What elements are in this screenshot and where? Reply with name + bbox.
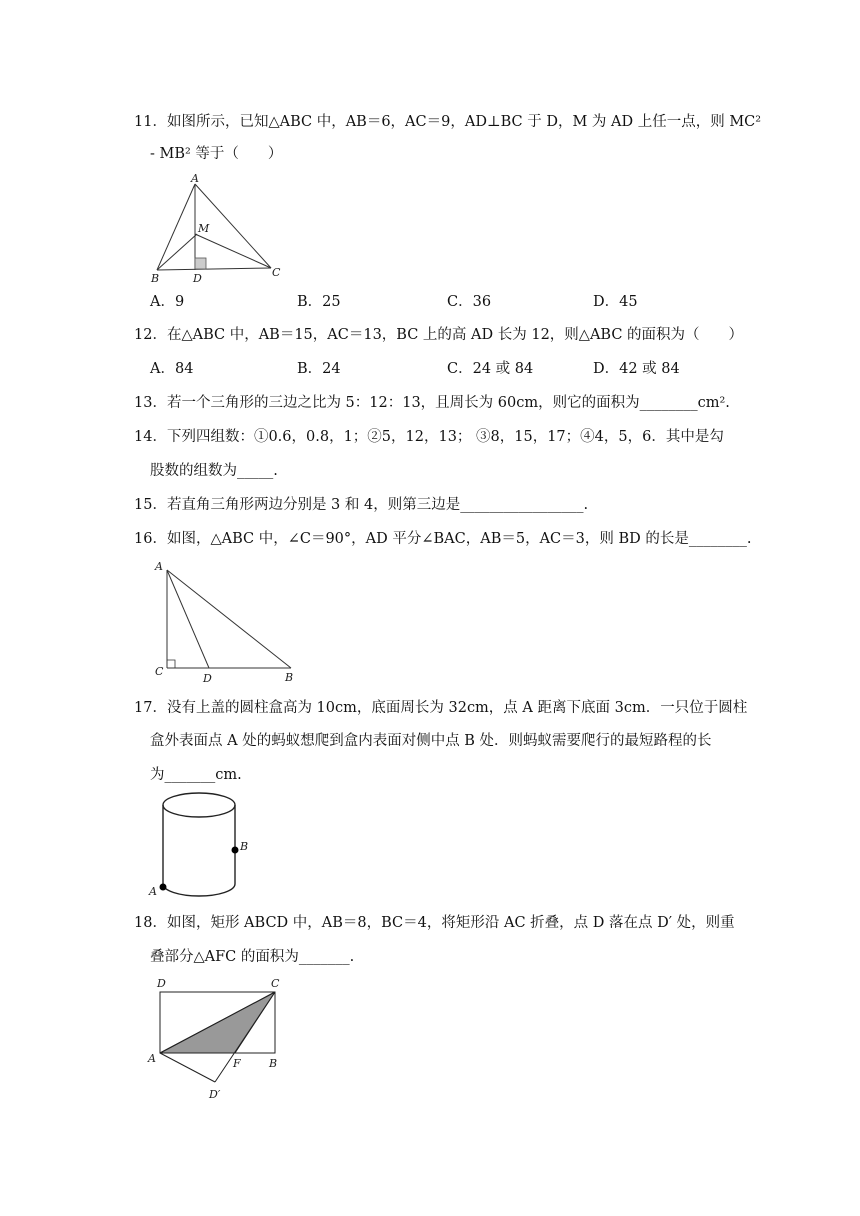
q15-line1: 15．若直角三角形两边分别是 3 和 4，则第三边是_________________. (134, 497, 589, 513)
q11-right-angle-mark (195, 258, 206, 269)
q17-label-a: A (149, 885, 157, 898)
q16-label-a: A (155, 560, 163, 573)
q11-option-a: A．9 (150, 294, 185, 310)
q18-label-c: C (271, 977, 280, 990)
q13-line1: 13．若一个三角形的三边之比为 5：12：13，且周长为 60cm，则它的面积为________cm². (134, 395, 730, 411)
q14-line2: 股数的组数为_____. (150, 463, 278, 479)
q18-segment-ad-prime (160, 1053, 215, 1082)
q17-point-a (160, 884, 167, 891)
q12-option-d: D．42 或 84 (593, 361, 680, 377)
q16-bisector-ad (167, 570, 209, 668)
q11-label-b: B (151, 272, 160, 284)
q17-label-b: B (240, 840, 249, 853)
q16-label-c: C (155, 665, 164, 678)
q12-option-b: B．24 (297, 361, 341, 377)
q16-right-triangle-figure (145, 558, 305, 686)
q16-side-ab (167, 570, 291, 668)
q17-line3: 为_______cm. (150, 767, 242, 783)
q11-option-b: B．25 (297, 294, 341, 310)
q17-cylinder-bottom (163, 884, 235, 896)
q17-point-b (232, 847, 239, 854)
q12-option-a: A．84 (150, 361, 194, 377)
q11-label-a: A (191, 172, 199, 185)
q18-label-f: F (233, 1057, 241, 1070)
q16-right-angle-mark (167, 660, 175, 668)
q18-line2: 叠部分△AFC 的面积为_______. (150, 949, 355, 965)
q18-label-b: B (269, 1057, 278, 1070)
q16-line1: 16．如图，△ABC 中，∠C＝90°，AD 平分∠BAC，AB＝5，AC＝3，则 BD 的长是________. (134, 531, 752, 547)
q11-line1: 11．如图所示，已知△ABC 中，AB＝6，AC＝9，AD⊥BC 于 D，M 为 AD 上任一点，则 MC² (134, 114, 762, 130)
q11-segment-mb (157, 234, 197, 270)
q17-line1: 17．没有上盖的圆柱盒高为 10cm，底面周长为 32cm，点 A 距离下底面 3cm．一只位于圆柱 (134, 700, 748, 716)
q11-triangle-figure (145, 172, 285, 284)
q12-option-c: C．24 或 84 (447, 361, 534, 377)
q11-side-ab (157, 184, 195, 270)
q18-line1: 18．如图，矩形 ABCD 中，AB＝8，BC＝4，将矩形沿 AC 折叠，点 D 落在点 D′ 处，则重 (134, 915, 735, 931)
q11-option-c: C．36 (447, 294, 492, 310)
q18-label-d-prime: D′ (209, 1088, 221, 1101)
q11-label-m: M (198, 222, 210, 235)
q11-line2: - MB² 等于（ ） (150, 146, 283, 162)
q12-line1: 12．在△ABC 中，AB＝15，AC＝13，BC 上的高 AD 长为 12，则△ABC 的面积为（ ） (134, 327, 744, 343)
q11-side-bc (157, 268, 271, 270)
q11-label-d: D (193, 272, 202, 284)
q18-label-d: D (157, 977, 166, 990)
q14-line1: 14．下列四组数：①0.6，0.8，1；②5，12，13； ③8，15，17；④4，5，6．其中是勾 (134, 429, 724, 445)
q18-label-a: A (148, 1052, 156, 1065)
q17-cylinder-top (163, 793, 235, 817)
q17-cylinder-figure (145, 788, 260, 903)
q16-label-b: B (285, 671, 294, 684)
q17-line2: 盒外表面点 A 处的蚂蚁想爬到盒内表面对侧中点 B 处．则蚂蚁需要爬行的最短路程的长 (150, 733, 712, 749)
q18-folded-rectangle-figure (145, 974, 290, 1102)
q11-label-c: C (272, 266, 281, 279)
q16-label-d: D (203, 672, 212, 685)
q11-option-d: D．45 (593, 294, 638, 310)
